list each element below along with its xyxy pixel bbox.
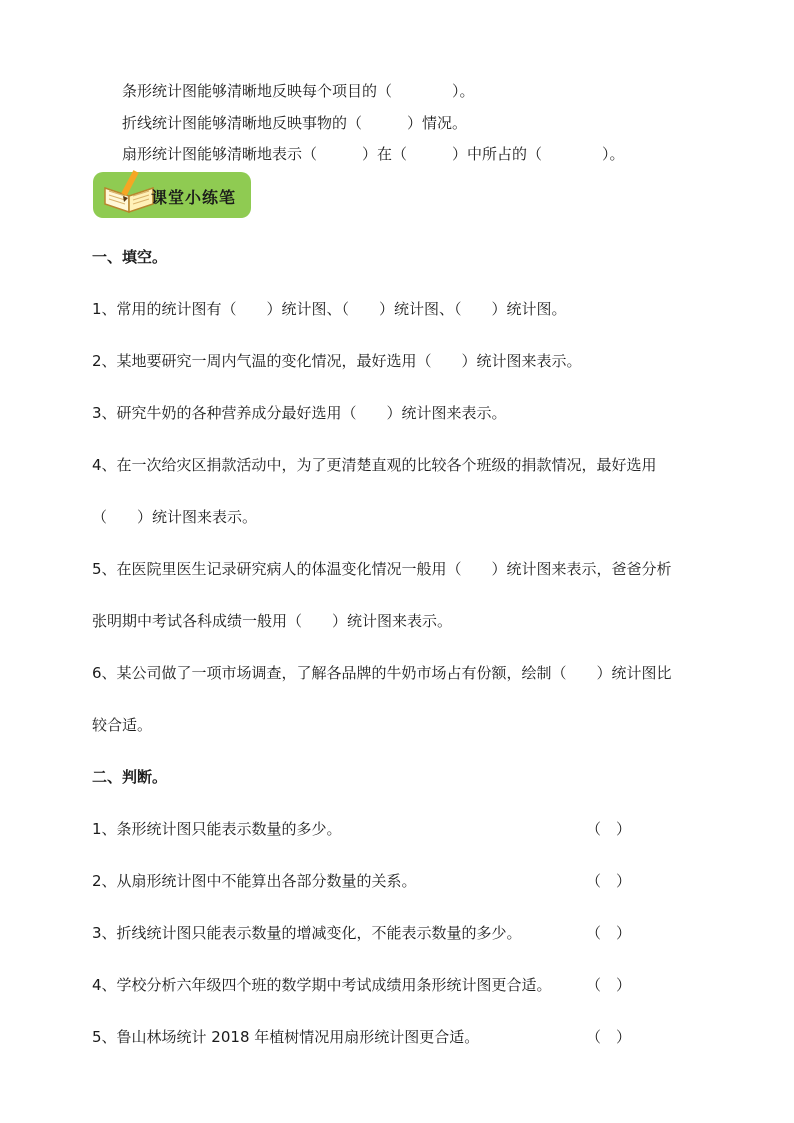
judge-item-5-answer: （ ） [586, 1028, 632, 1046]
fill-item-3: 3、研究牛奶的各种营养成分最好选用（ ）统计图来表示。 [92, 404, 507, 422]
intro-line-2: 折线统计图能够清晰地反映事物的（ ）情况。 [122, 114, 468, 132]
judge-item-3-answer: （ ） [586, 924, 632, 942]
fill-item-6-line-2: 较合适。 [92, 716, 153, 734]
judge-item-2: 2、从扇形统计图中不能算出各部分数量的关系。 [92, 872, 417, 890]
section-2-title: 二、判断。 [92, 768, 168, 786]
fill-item-5-line-2: 张明期中考试各科成绩一般用（ ）统计图来表示。 [92, 612, 453, 630]
judge-item-1-answer: （ ） [586, 820, 632, 838]
section-1-title: 一、填空。 [92, 248, 168, 266]
judge-item-4: 4、学校分析六年级四个班的数学期中考试成绩用条形统计图更合适。 [92, 976, 552, 994]
judge-item-4-answer: （ ） [586, 976, 632, 994]
fill-item-4-line-2: （ ）统计图来表示。 [92, 508, 258, 526]
judge-item-2-answer: （ ） [586, 872, 632, 890]
fill-item-1: 1、常用的统计图有（ ）统计图、（ ）统计图、（ ）统计图。 [92, 300, 567, 318]
intro-line-3: 扇形统计图能够清晰地表示（ ）在（ ）中所占的（ ）。 [122, 145, 625, 163]
fill-item-5-line-1: 5、在医院里医生记录研究病人的体温变化情况一般用（ ）统计图来表示，爸爸分析 [92, 560, 672, 578]
fill-item-2: 2、某地要研究一周内气温的变化情况，最好选用（ ）统计图来表示。 [92, 352, 582, 370]
intro-line-1: 条形统计图能够清晰地反映每个项目的（ ）。 [122, 82, 475, 100]
judge-item-3: 3、折线统计图只能表示数量的增减变化，不能表示数量的多少。 [92, 924, 522, 942]
fill-item-6-line-1: 6、某公司做了一项市场调查，了解各品牌的牛奶市场占有份额，绘制（ ）统计图比 [92, 664, 672, 682]
fill-item-4-line-1: 4、在一次给灾区捐款活动中，为了更清楚直观的比较各个班级的捐款情况，最好选用 [92, 456, 657, 474]
judge-item-1: 1、条形统计图只能表示数量的多少。 [92, 820, 342, 838]
banner-label: 课堂小练笔 [151, 188, 237, 207]
classroom-practice-banner [93, 172, 251, 218]
judge-item-5: 5、鲁山林场统计 2018 年植树情况用扇形统计图更合适。 [92, 1028, 480, 1046]
